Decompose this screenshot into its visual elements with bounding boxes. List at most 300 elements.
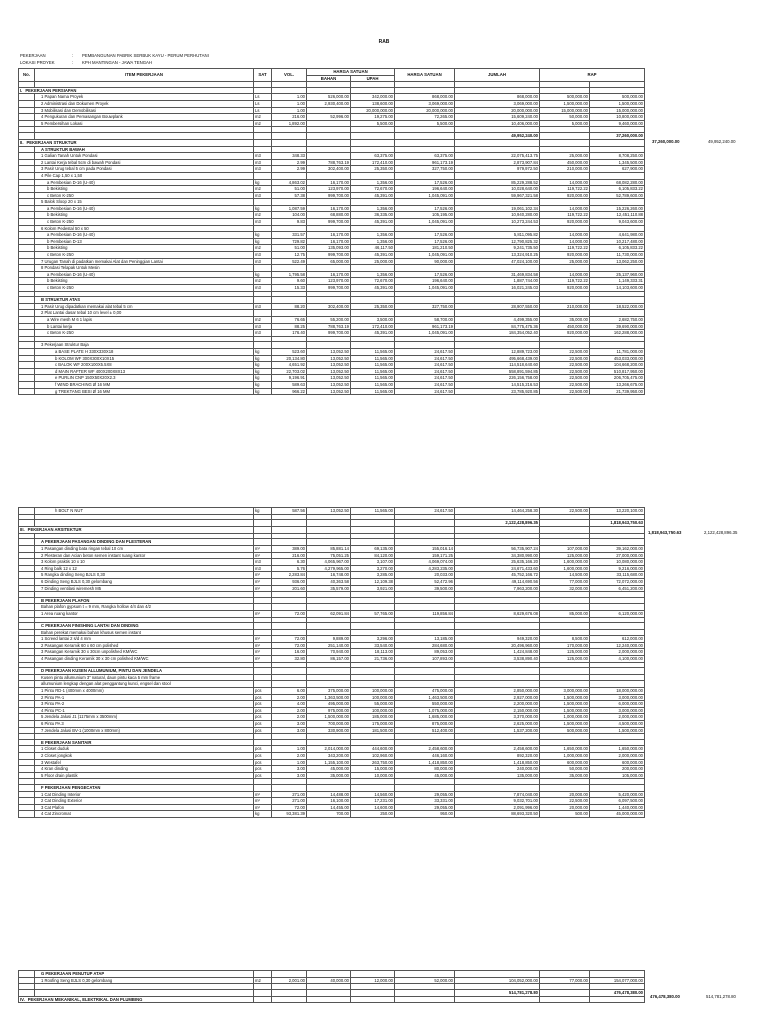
empty-cell	[590, 146, 645, 153]
volume: 2.99	[272, 166, 307, 173]
rap-unit: 14,500.00	[540, 572, 590, 579]
empty-cell	[272, 674, 307, 681]
rap-total: 6,120,000.00	[590, 610, 645, 617]
rap-unit: 119,722.22	[540, 245, 590, 252]
unit: m2	[254, 114, 272, 121]
jumlah: 14,515,216.53	[455, 381, 540, 388]
volume: 9.83	[272, 219, 307, 226]
price-bahan: 975,000.00	[307, 707, 351, 714]
rap-total	[590, 199, 645, 206]
note-row	[19, 674, 645, 681]
empty-cell	[19, 971, 35, 978]
price-bahan: 16,748.00	[307, 572, 351, 579]
empty-cell	[19, 100, 35, 107]
table-row	[19, 701, 645, 708]
item-name: c Beton K-250	[35, 192, 254, 199]
jumlah: 1,418,850.00	[455, 759, 540, 766]
subtotal-rap: 37,260,000.00	[590, 132, 645, 139]
unit-price: 17,526.00	[395, 271, 455, 278]
unit: m²	[254, 578, 272, 585]
price-bahan	[307, 172, 351, 179]
unit: kg	[254, 508, 272, 515]
price-bahan: 13,052.50	[307, 368, 351, 375]
rap-unit: 125,000.00	[540, 552, 590, 559]
rap-total: 4,641,980.00	[590, 232, 645, 239]
price-upah: 185,000.00	[351, 714, 395, 721]
volume: 1,087.59	[272, 205, 307, 212]
unit: pcs	[254, 727, 272, 734]
section-number: I.	[20, 87, 23, 93]
unit-price: 4,069,074.00	[395, 559, 455, 566]
table-row	[19, 355, 645, 362]
price-bahan	[307, 107, 351, 114]
subsection-title: E PEKERJAAN SANITAIR	[35, 739, 254, 746]
empty-cell	[19, 238, 35, 245]
jumlah: 45,752,166.72	[455, 572, 540, 579]
item-name: 5 Jendela Jalusi J1 (1175mm x 3500mm)	[35, 714, 254, 721]
rap-unit: 600,000.00	[540, 759, 590, 766]
empty-cell	[254, 539, 272, 546]
section-row	[19, 527, 645, 534]
empty-cell	[272, 132, 307, 139]
volume: 2.00	[272, 694, 307, 701]
unit-price: 13,185.00	[395, 636, 455, 643]
unit-price: 63,375.00	[395, 153, 455, 160]
subsection-row	[19, 668, 645, 675]
empty-cell	[395, 87, 455, 94]
volume: 1,795.58	[272, 271, 307, 278]
table-row	[19, 752, 645, 759]
empty-cell	[590, 739, 645, 746]
price-upah: 14,600.00	[351, 804, 395, 811]
empty-cell	[455, 623, 540, 630]
empty-cell	[254, 604, 272, 611]
volume: 348.33	[272, 153, 307, 160]
empty-cell	[351, 520, 395, 527]
rap-unit: 22,500.00	[540, 368, 590, 375]
jumlah: 9,032,701.00	[455, 798, 540, 805]
empty-cell	[307, 996, 351, 1003]
price-bahan: 1,363,500.00	[307, 694, 351, 701]
empty-cell	[272, 681, 307, 688]
price-bahan: 13,052.50	[307, 348, 351, 355]
header-jumlah: JUMLAH	[455, 69, 540, 82]
empty-cell	[590, 971, 645, 978]
rap-total: 6,097,500.00	[590, 798, 645, 805]
jumlah: 10,028,640.00	[455, 186, 540, 193]
price-bahan: 16,170.00	[307, 232, 351, 239]
item-name: a Pembesian D-16 (U-40)	[35, 205, 254, 212]
jumlah	[455, 310, 540, 317]
empty-cell	[35, 132, 254, 139]
price-bahan: 4,279,965.00	[307, 565, 351, 572]
subsection-row	[19, 623, 645, 630]
empty-cell	[351, 87, 395, 94]
volume: 1.00	[272, 94, 307, 101]
table-row	[19, 192, 645, 199]
empty-cell	[19, 265, 35, 272]
price-upah: 100,000.00	[351, 694, 395, 701]
empty-cell	[19, 629, 35, 636]
empty-cell	[254, 297, 272, 304]
empty-cell	[19, 610, 35, 617]
price-upah: 138,600.00	[351, 100, 395, 107]
empty-cell	[590, 297, 645, 304]
table-row	[19, 791, 645, 798]
unit-price: 29,055.00	[395, 804, 455, 811]
unit-price: 52,000.00	[395, 977, 455, 984]
price-bahan	[307, 265, 351, 272]
rap-unit: 920,000.00	[540, 252, 590, 259]
section-title	[19, 527, 254, 534]
table-row	[19, 330, 645, 337]
item-name: 4 Ring balk 12 x 12	[35, 565, 254, 572]
rap-total: 105,000.00	[590, 772, 645, 779]
volume: 5.76	[272, 565, 307, 572]
empty-cell	[540, 132, 590, 139]
price-upah: 181,500.00	[351, 727, 395, 734]
table-row	[19, 552, 645, 559]
unit-price: 155,016.14	[395, 545, 455, 552]
item-name: c Beton K-250	[35, 330, 254, 337]
item-name: g TREKTANG BESI Ø 16 MM	[35, 388, 254, 395]
header-item: ITEM PEKERJAAN	[35, 69, 254, 82]
item-name: 3 Westafel	[35, 759, 254, 766]
empty-cell	[455, 539, 540, 546]
rap-total: 1,149,333.31	[590, 278, 645, 285]
unit: m2	[254, 316, 272, 323]
rap-total: 500,000.00	[590, 94, 645, 101]
unit-price: 17,526.00	[395, 179, 455, 186]
volume: 1.00	[272, 107, 307, 114]
empty-cell	[540, 87, 590, 94]
empty-cell	[272, 989, 307, 996]
item-name: 3 Cat Plafon	[35, 804, 254, 811]
empty-cell	[19, 192, 35, 199]
price-bahan: 302,400.00	[307, 166, 351, 173]
table-row	[19, 323, 645, 330]
empty-cell	[307, 668, 351, 675]
empty-cell	[590, 604, 645, 611]
empty-cell	[19, 219, 35, 226]
rap-unit: 450,000.00	[540, 159, 590, 166]
jumlah: 13,324,910.25	[455, 252, 540, 259]
empty-cell	[307, 784, 351, 791]
volume	[272, 310, 307, 317]
price-upah: 57,765.00	[351, 610, 395, 617]
rap-unit: 50,000.00	[540, 114, 590, 121]
empty-cell	[19, 310, 35, 317]
price-bahan: 375,000.00	[307, 688, 351, 695]
section-title	[19, 87, 254, 94]
jumlah	[455, 342, 540, 349]
unit: kg	[254, 232, 272, 239]
price-upah: 100,000.00	[351, 707, 395, 714]
rap-total: 33,115,680.00	[590, 572, 645, 579]
empty-cell	[19, 172, 35, 179]
volume: 15.33	[272, 285, 307, 292]
rap-total: 27,000,000.00	[590, 552, 645, 559]
unit: pcs	[254, 759, 272, 766]
empty-cell	[395, 668, 455, 675]
empty-cell	[19, 271, 35, 278]
header-harga-satuan-total: HARGA SATUAN	[395, 69, 455, 82]
empty-cell	[455, 674, 540, 681]
table-row	[19, 271, 645, 278]
volume: 389.00	[272, 545, 307, 552]
table-row	[19, 585, 645, 592]
item-name: c BALOK WF 200X100X5.5X8	[35, 362, 254, 369]
header-vol: VOL.	[272, 69, 307, 82]
price-upah: 33,540.00	[351, 642, 395, 649]
rap-unit: 20,000.00	[540, 791, 590, 798]
empty-cell	[590, 668, 645, 675]
table-body-3	[19, 971, 645, 1003]
unit: kg	[254, 348, 272, 355]
price-upah: 250.00	[351, 811, 395, 818]
rap-unit: 22,500.00	[540, 348, 590, 355]
table-row	[19, 642, 645, 649]
jumlah: 2,091,996.00	[455, 804, 540, 811]
empty-cell	[540, 989, 590, 996]
unit: m2	[254, 120, 272, 127]
table-row	[19, 694, 645, 701]
jumlah	[455, 172, 540, 179]
empty-cell	[19, 989, 35, 996]
unit: m²	[254, 610, 272, 617]
empty-cell	[351, 623, 395, 630]
table-row	[19, 388, 645, 395]
jumlah: 20,496,960.00	[455, 642, 540, 649]
unit: m3	[254, 330, 272, 337]
table-row	[19, 153, 645, 160]
jumlah: 8,629,676.08	[455, 610, 540, 617]
empty-cell	[19, 604, 35, 611]
subsection-row	[19, 146, 645, 153]
price-upah: 444,600.00	[351, 746, 395, 753]
empty-cell	[455, 139, 540, 146]
unit: kg	[254, 375, 272, 382]
empty-cell	[590, 623, 645, 630]
unit: m3	[254, 565, 272, 572]
unit-price: 90,000.00	[395, 258, 455, 265]
empty-cell	[307, 674, 351, 681]
table-body-2	[19, 508, 645, 818]
empty-cell	[19, 597, 35, 604]
price-upah: 20,000,000.00	[351, 107, 395, 114]
price-bahan: 999,700.00	[307, 219, 351, 226]
empty-cell	[19, 656, 35, 663]
section-number: III.	[20, 527, 25, 533]
table-row	[19, 232, 645, 239]
volume: 12.75	[272, 252, 307, 259]
table-row	[19, 636, 645, 643]
price-bahan: 86,157.00	[307, 656, 351, 663]
unit: m3	[254, 252, 272, 259]
table-row	[19, 316, 645, 323]
jumlah: 9,241,735.50	[455, 245, 540, 252]
jumlah: 84,775,475.36	[455, 323, 540, 330]
unit: kg	[254, 271, 272, 278]
unit-price: 17,526.00	[395, 205, 455, 212]
jumlah: 1,537,200.00	[455, 727, 540, 734]
jumlah: 7,874,040.00	[455, 791, 540, 798]
volume	[272, 225, 307, 232]
rap-unit: 14,000.00	[540, 179, 590, 186]
unit: kg	[254, 368, 272, 375]
rap-total: 453,033,000.00	[590, 355, 645, 362]
empty-cell	[351, 527, 395, 534]
rap-total: 1,500,000.00	[590, 727, 645, 734]
price-upah: 11,565.00	[351, 368, 395, 375]
empty-cell	[19, 330, 35, 337]
empty-cell	[395, 139, 455, 146]
empty-cell	[254, 668, 272, 675]
volume: 20,134.80	[272, 355, 307, 362]
empty-cell	[395, 996, 455, 1003]
unit-price: 550,000.00	[395, 701, 455, 708]
item-name: e PURLIN CNP 150X50X20X2.3	[35, 375, 254, 382]
unit-price: 196,640.00	[395, 186, 455, 193]
empty-cell	[19, 348, 35, 355]
empty-cell	[19, 759, 35, 766]
rap-total: 8,708,250.00	[590, 153, 645, 160]
volume: 2,283.84	[272, 572, 307, 579]
rap-total: 18,522,000.00	[590, 303, 645, 310]
price-bahan: 495,000.00	[307, 701, 351, 708]
volume: 2.99	[272, 159, 307, 166]
rap-total	[590, 225, 645, 232]
rap-total: 206,705,475.00	[590, 375, 645, 382]
empty-cell	[351, 989, 395, 996]
jumlah: 10,406,000.00	[455, 120, 540, 127]
empty-cell	[272, 597, 307, 604]
price-upah: 63,375.00	[351, 153, 395, 160]
item-name: h BOLT N NUT	[35, 508, 254, 515]
empty-cell	[395, 604, 455, 611]
jumlah: 3,370,000.00	[455, 714, 540, 721]
rap-unit: 14,000.00	[540, 232, 590, 239]
empty-cell	[272, 146, 307, 153]
rap-total: 600,000.00	[590, 759, 645, 766]
unit: pcs	[254, 701, 272, 708]
empty-cell	[307, 629, 351, 636]
unit-price: 1,075,000.00	[395, 707, 455, 714]
item-name: 1 Galian Tanah Untuk Pondasi	[35, 153, 254, 160]
item-name: 3 Pasangan Keramik 30 x 30cm unpolished KM/WC	[35, 649, 254, 656]
unit: kg	[254, 811, 272, 818]
table-row	[19, 205, 645, 212]
subsection-title: A STRUKTUR BAWAH	[35, 146, 254, 153]
empty-cell	[19, 179, 35, 186]
empty-cell	[351, 297, 395, 304]
unit-price: 72,265.00	[395, 114, 455, 121]
note-text: allumunium lengkap dengan alat penggantung kunci, engsel dan stool	[35, 681, 254, 688]
volume	[272, 172, 307, 179]
table-row	[19, 219, 645, 226]
price-bahan: 999,700.00	[307, 330, 351, 337]
empty-cell	[540, 739, 590, 746]
jumlah: 59,967,321.58	[455, 192, 540, 199]
rap-total: 200,000.00	[590, 766, 645, 773]
section-number: IV.	[20, 996, 25, 1002]
unit: kg	[254, 362, 272, 369]
jumlah: 16,021,245.03	[455, 285, 540, 292]
empty-cell	[19, 159, 35, 166]
empty-cell	[19, 252, 35, 259]
note-row	[19, 604, 645, 611]
volume: 4,651.92	[272, 362, 307, 369]
unit-price: 950.00	[395, 811, 455, 818]
item-name: 7 Dinding ventilasi wiremesh M5	[35, 585, 254, 592]
jumlah: 12,889,723.00	[455, 348, 540, 355]
unit-price	[395, 265, 455, 272]
empty-cell	[395, 989, 455, 996]
jumlah: 3,538,890.40	[455, 656, 540, 663]
jumlah: 19,061,102.34	[455, 205, 540, 212]
rap-unit: 22,500.00	[540, 381, 590, 388]
item-name: 2 Pintu PA-1	[35, 694, 254, 701]
jumlah	[455, 199, 540, 206]
empty-cell	[272, 527, 307, 534]
rap-unit: 85,000.00	[540, 610, 590, 617]
item-name: b Lantai kerja	[35, 323, 254, 330]
volume: 9,196.91	[272, 375, 307, 382]
empty-cell	[19, 232, 35, 239]
jumlah: 3,069,000.00	[455, 100, 540, 107]
price-upah: 25,350.00	[351, 303, 395, 310]
table-row	[19, 303, 645, 310]
rap-total: 9,216,000.00	[590, 565, 645, 572]
table-row	[19, 159, 645, 166]
price-bahan: 2,014,000.00	[307, 746, 351, 753]
price-upah: 1,356.00	[351, 238, 395, 245]
empty-cell	[254, 527, 272, 534]
price-bahan: 999,700.00	[307, 192, 351, 199]
item-name: c Beton K-250	[35, 285, 254, 292]
empty-cell	[19, 520, 35, 527]
volume: 9.60	[272, 278, 307, 285]
rap-total: 11,781,000.00	[590, 348, 645, 355]
volume: 22,703.02	[272, 368, 307, 375]
empty-cell	[19, 701, 35, 708]
rab-table	[18, 507, 645, 818]
rap-unit: 210,000.00	[540, 166, 590, 173]
item-name: 1 Closet duduk	[35, 746, 254, 753]
subtotal-jumlah: 514,781,278.80	[455, 989, 540, 996]
table-row	[19, 265, 645, 272]
table-row	[19, 375, 645, 382]
empty-cell	[351, 629, 395, 636]
price-upah	[351, 172, 395, 179]
section-name: PEKERJAAN ARSITEKTUR	[27, 527, 82, 533]
volume: 523.60	[272, 348, 307, 355]
item-name: 6 Pintu PA 3	[35, 721, 254, 728]
empty-cell	[307, 139, 351, 146]
rap-unit: 14,000.00	[540, 238, 590, 245]
volume: 3.00	[272, 766, 307, 773]
empty-cell	[19, 746, 35, 753]
table-row	[19, 578, 645, 585]
jumlah: 2,625,000.00	[455, 721, 540, 728]
jumlah: 22,075,413.75	[455, 153, 540, 160]
volume: 1,892.00	[272, 120, 307, 127]
price-upah: 12,000.00	[351, 977, 395, 984]
unit-price: 512,400.00	[395, 727, 455, 734]
price-upah: 3,270.00	[351, 565, 395, 572]
item-name: 6 Dinding Seng BJLS 0,30 gelombang	[35, 578, 254, 585]
empty-cell	[19, 585, 35, 592]
